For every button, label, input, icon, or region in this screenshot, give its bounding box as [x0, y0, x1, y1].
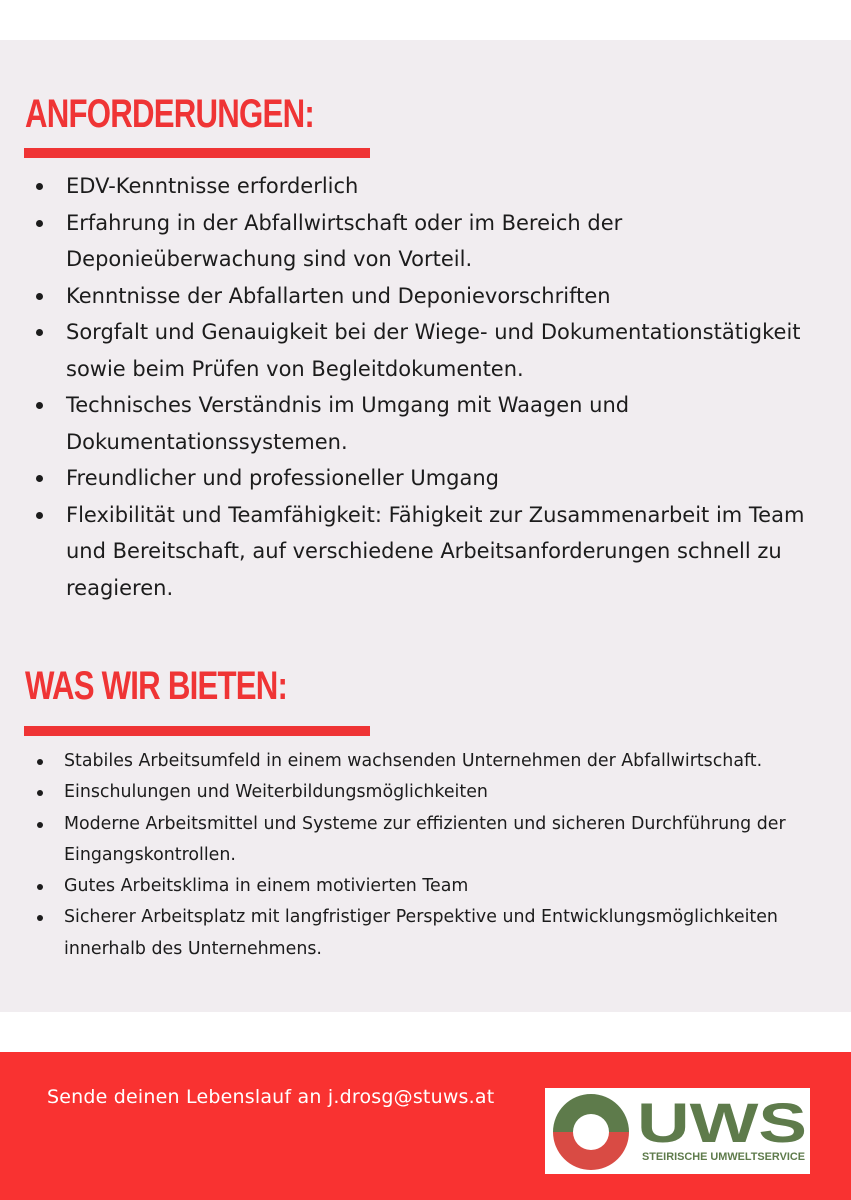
list-item: Sorgfalt und Genauigkeit bei der Wiege- und Dokumentationstätigkeit sowie beim Prüfen von Begleitdokumenten. [66, 314, 826, 387]
uws-logo-graphic [545, 1088, 810, 1174]
list-item: Moderne Arbeitsmittel und Systeme zur effizienten und sicheren Durchführung der Eingangskontrollen. [64, 809, 834, 872]
bullet-icon [36, 475, 43, 482]
list-item: Freundlicher und professioneller Umgang [66, 460, 826, 497]
logo-arc-red [553, 1132, 629, 1170]
bullet-icon [36, 183, 43, 190]
logo-arc-green [553, 1094, 629, 1132]
list-item: Technisches Verständnis im Umgang mit Waagen und Dokumentationssystemen. [66, 387, 826, 460]
list-item: Sicherer Arbeitsplatz mit langfristiger Perspektive und Entwicklungsmöglichkeiten innerhalb des Unternehmens. [64, 902, 834, 965]
bullet-icon [37, 759, 43, 765]
list-item: Stabiles Arbeitsumfeld in einem wachsenden Unternehmen der Abfallwirtschaft. [64, 746, 834, 777]
bullet-icon [36, 512, 43, 519]
bullet-icon [36, 402, 43, 409]
requirements-list [66, 168, 826, 606]
logo-wordmark: UWS [637, 1091, 807, 1154]
bullet-icon [37, 822, 43, 828]
list-item: Kenntnisse der Abfallarten und Deponievorschriften [66, 278, 826, 315]
list-item: Einschulungen und Weiterbildungsmöglichkeiten [64, 777, 834, 808]
list-item: Erfahrung in der Abfallwirtschaft oder im Bereich der Deponieüberwachung sind von Vorteil. [66, 205, 826, 278]
requirements-underline [24, 148, 370, 158]
bullet-icon [36, 329, 43, 336]
logo-subtitle: STEIRISCHE UMWELTSERVICE [642, 1151, 805, 1163]
application-cta: Sende deinen Lebenslauf an j.drosg@stuws.at [47, 1086, 495, 1108]
list-item: Gutes Arbeitsklima in einem motivierten Team [64, 871, 834, 902]
uws-logo [545, 1088, 810, 1174]
offer-list [64, 746, 834, 965]
bullet-icon [36, 293, 43, 300]
list-item: EDV-Kenntnisse erforderlich [66, 168, 826, 205]
requirements-heading: ANFORDERUNGEN: [25, 92, 314, 136]
bullet-icon [36, 220, 43, 227]
list-item: Flexibilität und Teamfähigkeit: Fähigkeit zur Zusammenarbeit im Team und Bereitschaft, auf verschiedene Arbeitsanforderungen schnell zu reagieren. [66, 497, 826, 607]
offer-heading: WAS WIR BIETEN: [25, 664, 288, 708]
offer-underline [24, 726, 370, 736]
